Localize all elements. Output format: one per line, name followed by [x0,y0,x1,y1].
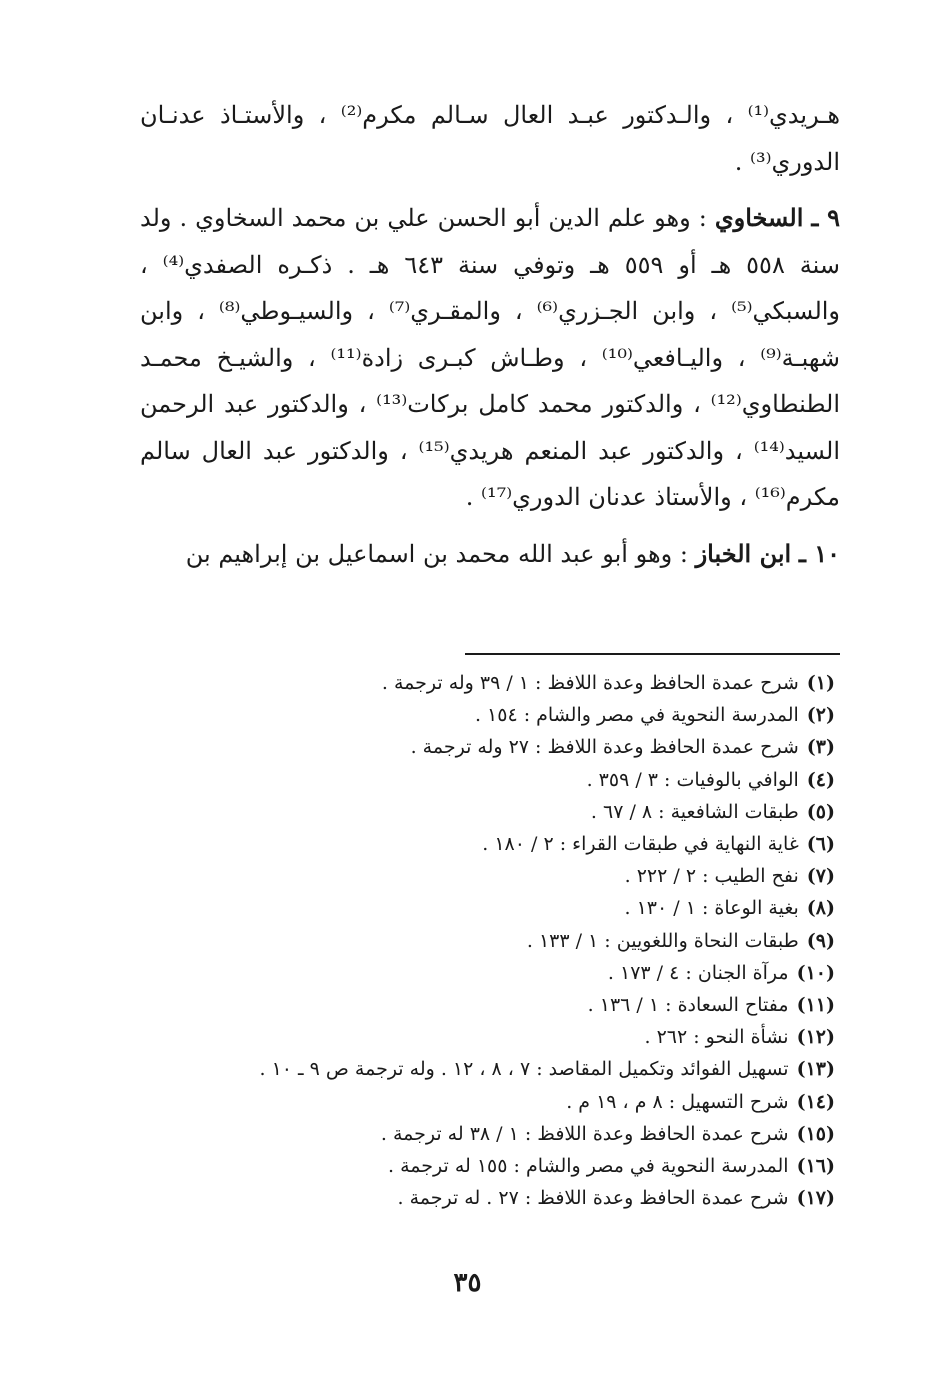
footnote [155,957,835,989]
footnote [155,731,835,763]
paragraph-text: : وهو أبو عبد الله محمد بن اسماعيل بن إبراهيم بن [185,539,688,568]
footnote [155,925,835,957]
entry-number: ١٠ ـ [798,538,840,568]
paragraph-sakhawi [140,195,840,521]
footnote-text: المدرسة النحوية في مصر والشام : ١٥٥ له ترجمة . [388,1155,789,1178]
footnotes-list [155,667,835,1214]
footnote-text: مرآة الجنان : ٤ / ١٧٣ . [607,961,789,984]
entry-number: ٩ ـ [811,203,840,232]
main-text [140,92,840,577]
page-number: ٣٥ [453,1268,482,1298]
footnote-text: شرح عمدة الحافظ وعدة اللافظ : ٢٧ وله ترجمة . [410,736,799,759]
footnote-number: (٥) [806,800,835,823]
footnote-text: شرح عمدة الحافظ وعدة اللافظ : ١ / ٣٩ وله ترجمة . [381,672,799,694]
footnote [155,1182,835,1214]
footnote-text: الوافي بالوفيات : ٣ / ٣٥٩ . [586,768,799,791]
footnote [155,764,835,796]
footnote-number: (٤) [806,768,835,791]
footnote-number: (١٦) [796,1155,835,1178]
entry-name: ابن الخباز [695,538,792,568]
footnote [155,828,835,860]
footnote-text: بغية الوعاة : ١ / ١٣٠ . [624,897,799,920]
footnote [155,1150,835,1182]
paragraph-text: هـريدي⁽¹⁾ ، والـدكتور عبـد العال سـالم مكرم⁽²⁾ ، والأستـاذ عدنـان الدوري⁽³⁾ . [140,101,840,176]
footnote-text: المدرسة النحوية في مصر والشام : ١٥٤ . [474,704,799,727]
entry-name: السخاوي [714,203,804,232]
footnote [155,1086,835,1118]
footnote-number: (١٢) [796,1026,835,1049]
footnote-text: طبقات الشافعية : ٨ / ٦٧ . [590,800,799,823]
footnote-text: تسهيل الفوائد وتكميل المقاصد : ٧ ، ٨ ، ١٢ . وله ترجمة ص ٩ ـ ١٠ . [259,1058,789,1081]
footnote [155,1118,835,1150]
footnote-number: (٢) [806,704,835,727]
footnote-number: (١٤) [796,1090,835,1113]
footnote-number: (٦) [806,833,835,856]
footnote-text: طبقات النحاة واللغويين : ١ / ١٣٣ . [526,929,799,952]
footnote [155,796,835,828]
footnote-number: (١٣) [796,1058,835,1081]
footnote [155,860,835,892]
footnote-number: (٣) [806,736,835,759]
footnote-number: (٨) [806,897,835,920]
footnote-number: (١١) [796,994,835,1017]
footnote-text: نفح الطيب : ٢ / ٢٢٢ . [624,865,799,888]
footnote-text: نشأة النحو : ٢٦٢ . [644,1026,789,1049]
footnote-number: (١٠) [796,961,835,984]
footnote [155,1021,835,1053]
footnote-divider [465,653,840,655]
footnote-text: شرح عمدة الحافظ وعدة اللافظ : ٢٧ . له ترجمة . [397,1187,789,1210]
paragraph-ibn-al-khabbaz [140,531,840,578]
footnote-number: (٩) [806,929,835,952]
footnote [155,892,835,924]
footnote-number: (١) [806,672,835,694]
footnote-text: شرح عمدة الحافظ وعدة اللافظ : ١ / ٣٨ له ترجمة . [380,1122,789,1145]
footnote-text: مفتاح السعادة : ١ / ١٣٦ . [587,994,789,1017]
footnote [155,989,835,1021]
footnote-text: شرح التسهيل : ٨ م ، ١٩ م . [566,1090,789,1113]
footnote-number: (١٥) [796,1122,835,1145]
paragraph-continuation [140,92,840,185]
footnote-number: (٧) [806,865,835,888]
footnote [155,699,835,731]
footnote [155,667,835,699]
footnote [155,1053,835,1085]
paragraph-text: : وهو علم الدين أبو الحسن علي بن محمد السخاوي . ولد سنة ٥٥٨ هـ أو ٥٥٩ هـ وتوفي سنة ٦٤٣ هـ . ذكـره الصفدي⁽⁴⁾ ، والسبكي⁽⁵⁾ ، وابن الجـزري⁽⁶⁾ ، والمقـري⁽⁷⁾ ، والسيـوطي⁽⁸⁾ ، وابن شهبـة⁽⁹⁾ ، واليـافعي⁽¹⁰⁾ ، وطـاش كبـرى زادة⁽¹¹⁾ ، والشيـخ محمـد الطنطاوي⁽¹²⁾ ، والدكتور محمد كامل بركات⁽¹³⁾ ، والدكتور عبد الرحمن السيد⁽¹⁴⁾ ، والدكتور عبد المنعم هريدي⁽¹⁵⁾ ، والدكتور عبد العال سالم مكرم⁽¹⁶⁾ ، والأستاذ عدنان الدوري⁽¹⁷⁾ . [140,204,841,511]
footnote-number: (١٧) [796,1187,835,1210]
footnote-text: غاية النهاية في طبقات القراء : ٢ / ١٨٠ . [482,833,799,856]
